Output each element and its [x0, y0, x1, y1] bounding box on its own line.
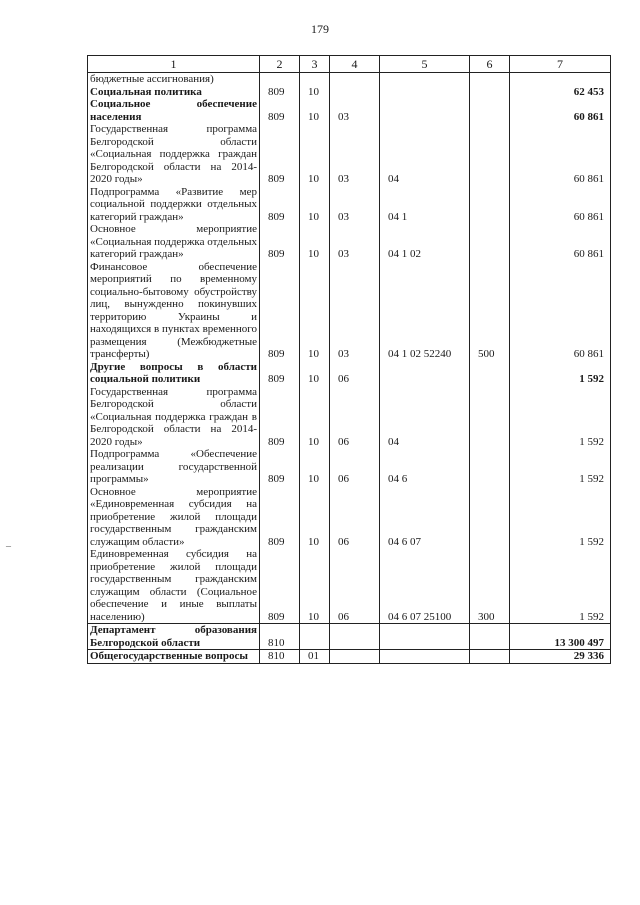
- cell-c2: 809: [260, 186, 300, 224]
- cell-c2: 810: [260, 624, 300, 650]
- row-name: Государственная программа Белгородской области «Социальная поддержка граждан Белгородской области на 2014-2020 годы»: [88, 123, 260, 186]
- table-row: [88, 73, 611, 86]
- cell-c6: [470, 73, 510, 86]
- row-name: Подпрограмма «Обеспечение реализации государственной программы»: [88, 448, 260, 486]
- cell-c5: 04 6: [380, 448, 470, 486]
- cell-c5: [380, 73, 470, 86]
- cell-c5: 04 6 07 25100: [380, 548, 470, 624]
- cell-amount: 60 861: [510, 98, 611, 123]
- cell-amount: [510, 73, 611, 86]
- cell-c2: 809: [260, 486, 300, 549]
- table-header-row: [88, 56, 611, 73]
- cell-c6: 500: [470, 261, 510, 361]
- table-row: [88, 361, 611, 386]
- table-row: [88, 86, 611, 99]
- margin-dash: –: [6, 541, 11, 552]
- cell-c6: [470, 86, 510, 99]
- table-row: [88, 98, 611, 123]
- row-name: Социальная политика: [88, 86, 260, 99]
- cell-c2: 809: [260, 123, 300, 186]
- column-header-3: 3: [300, 56, 330, 73]
- cell-c4: 06: [330, 448, 380, 486]
- row-name: Подпрограмма «Развитие мер социальной поддержки отдельных категорий граждан»: [88, 186, 260, 224]
- table-row: [88, 386, 611, 449]
- cell-c6: [470, 223, 510, 261]
- cell-amount: 60 861: [510, 186, 611, 224]
- cell-c3: 01: [300, 650, 330, 664]
- cell-c2: 809: [260, 386, 300, 449]
- cell-amount: 60 861: [510, 123, 611, 186]
- cell-c5: 04: [380, 386, 470, 449]
- table-row: [88, 448, 611, 486]
- cell-c4: 06: [330, 548, 380, 624]
- cell-c4: 06: [330, 361, 380, 386]
- cell-c4: 03: [330, 98, 380, 123]
- cell-c6: [470, 123, 510, 186]
- cell-c4: 06: [330, 486, 380, 549]
- cell-c2: 809: [260, 548, 300, 624]
- cell-c5: [380, 86, 470, 99]
- cell-c6: [470, 486, 510, 549]
- cell-c4: 03: [330, 186, 380, 224]
- cell-c2: 809: [260, 223, 300, 261]
- cell-amount: 1 592: [510, 548, 611, 624]
- column-header-1: 1: [88, 56, 260, 73]
- row-name: Финансовое обеспечение мероприятий по временному социально-бытовому обустройству лиц, вынужденно покинувших территорию Украины и находящихся в пунктах временного размещения (Межбюджетные трансферты): [88, 261, 260, 361]
- column-header-4: 4: [330, 56, 380, 73]
- cell-c2: 809: [260, 448, 300, 486]
- cell-c2: 810: [260, 650, 300, 664]
- cell-amount: 13 300 497: [510, 624, 611, 650]
- cell-amount: 1 592: [510, 448, 611, 486]
- cell-c5: 04 6 07: [380, 486, 470, 549]
- cell-c5: 04 1 02: [380, 223, 470, 261]
- cell-c3: 10: [300, 98, 330, 123]
- cell-amount: 1 592: [510, 361, 611, 386]
- cell-c3: 10: [300, 361, 330, 386]
- cell-c3: 10: [300, 123, 330, 186]
- cell-c4: 03: [330, 261, 380, 361]
- cell-c6: [470, 624, 510, 650]
- cell-c6: 300: [470, 548, 510, 624]
- cell-c4: [330, 650, 380, 664]
- table-row: [88, 624, 611, 650]
- row-name: Общегосударственные вопросы: [88, 650, 260, 664]
- table-row: [88, 186, 611, 224]
- row-name: бюджетные ассигнования): [88, 73, 260, 86]
- cell-c4: [330, 624, 380, 650]
- table-row: [88, 123, 611, 186]
- table-row: [88, 223, 611, 261]
- cell-amount: 62 453: [510, 86, 611, 99]
- cell-c3: 10: [300, 261, 330, 361]
- cell-c5: [380, 361, 470, 386]
- row-name: Основное мероприятие «Единовременная субсидия на приобретение жилой площади государственным гражданским служащим области»: [88, 486, 260, 549]
- row-name: Государственная программа Белгородской области «Социальная поддержка граждан в Белгородской области на 2014-2020 годы»: [88, 386, 260, 449]
- cell-c3: 10: [300, 186, 330, 224]
- cell-c5: 04 1 02 52240: [380, 261, 470, 361]
- row-name: Другие вопросы в области социальной политики: [88, 361, 260, 386]
- cell-c5: [380, 98, 470, 123]
- cell-c3: 10: [300, 386, 330, 449]
- cell-c2: 809: [260, 361, 300, 386]
- cell-amount: 1 592: [510, 486, 611, 549]
- cell-c5: 04: [380, 123, 470, 186]
- row-name: Единовременная субсидия на приобретение жилой площади государственным гражданским служащим области (Социальное обеспечение и иные выплаты населению): [88, 548, 260, 624]
- cell-c6: [470, 448, 510, 486]
- cell-amount: 60 861: [510, 261, 611, 361]
- cell-c3: 10: [300, 448, 330, 486]
- cell-c5: [380, 650, 470, 664]
- cell-amount: 29 336: [510, 650, 611, 664]
- cell-c3: 10: [300, 223, 330, 261]
- cell-amount: 60 861: [510, 223, 611, 261]
- cell-c3: 10: [300, 86, 330, 99]
- column-header-2: 2: [260, 56, 300, 73]
- cell-c3: 10: [300, 486, 330, 549]
- row-name: Основное мероприятие «Социальная поддержка отдельных категорий граждан»: [88, 223, 260, 261]
- cell-c2: [260, 73, 300, 86]
- cell-c3: [300, 73, 330, 86]
- row-name: Социальное обеспечение населения: [88, 98, 260, 123]
- column-header-5: 5: [380, 56, 470, 73]
- cell-c2: 809: [260, 98, 300, 123]
- table-row: [88, 548, 611, 624]
- cell-c6: [470, 650, 510, 664]
- table-row: [88, 650, 611, 664]
- table-row: [88, 261, 611, 361]
- cell-c4: [330, 73, 380, 86]
- cell-c3: [300, 624, 330, 650]
- cell-c6: [470, 186, 510, 224]
- cell-c2: 809: [260, 261, 300, 361]
- cell-c5: 04 1: [380, 186, 470, 224]
- cell-c3: 10: [300, 548, 330, 624]
- column-header-6: 6: [470, 56, 510, 73]
- budget-table: [87, 55, 611, 664]
- cell-c2: 809: [260, 86, 300, 99]
- page-number: 179: [311, 22, 329, 36]
- cell-c6: [470, 98, 510, 123]
- cell-c4: [330, 86, 380, 99]
- cell-c4: 06: [330, 386, 380, 449]
- cell-c4: 03: [330, 223, 380, 261]
- table-row: [88, 486, 611, 549]
- row-name: Департамент образования Белгородской области: [88, 624, 260, 650]
- cell-c6: [470, 386, 510, 449]
- column-header-7: 7: [510, 56, 611, 73]
- cell-c5: [380, 624, 470, 650]
- cell-c6: [470, 361, 510, 386]
- cell-c4: 03: [330, 123, 380, 186]
- cell-amount: 1 592: [510, 386, 611, 449]
